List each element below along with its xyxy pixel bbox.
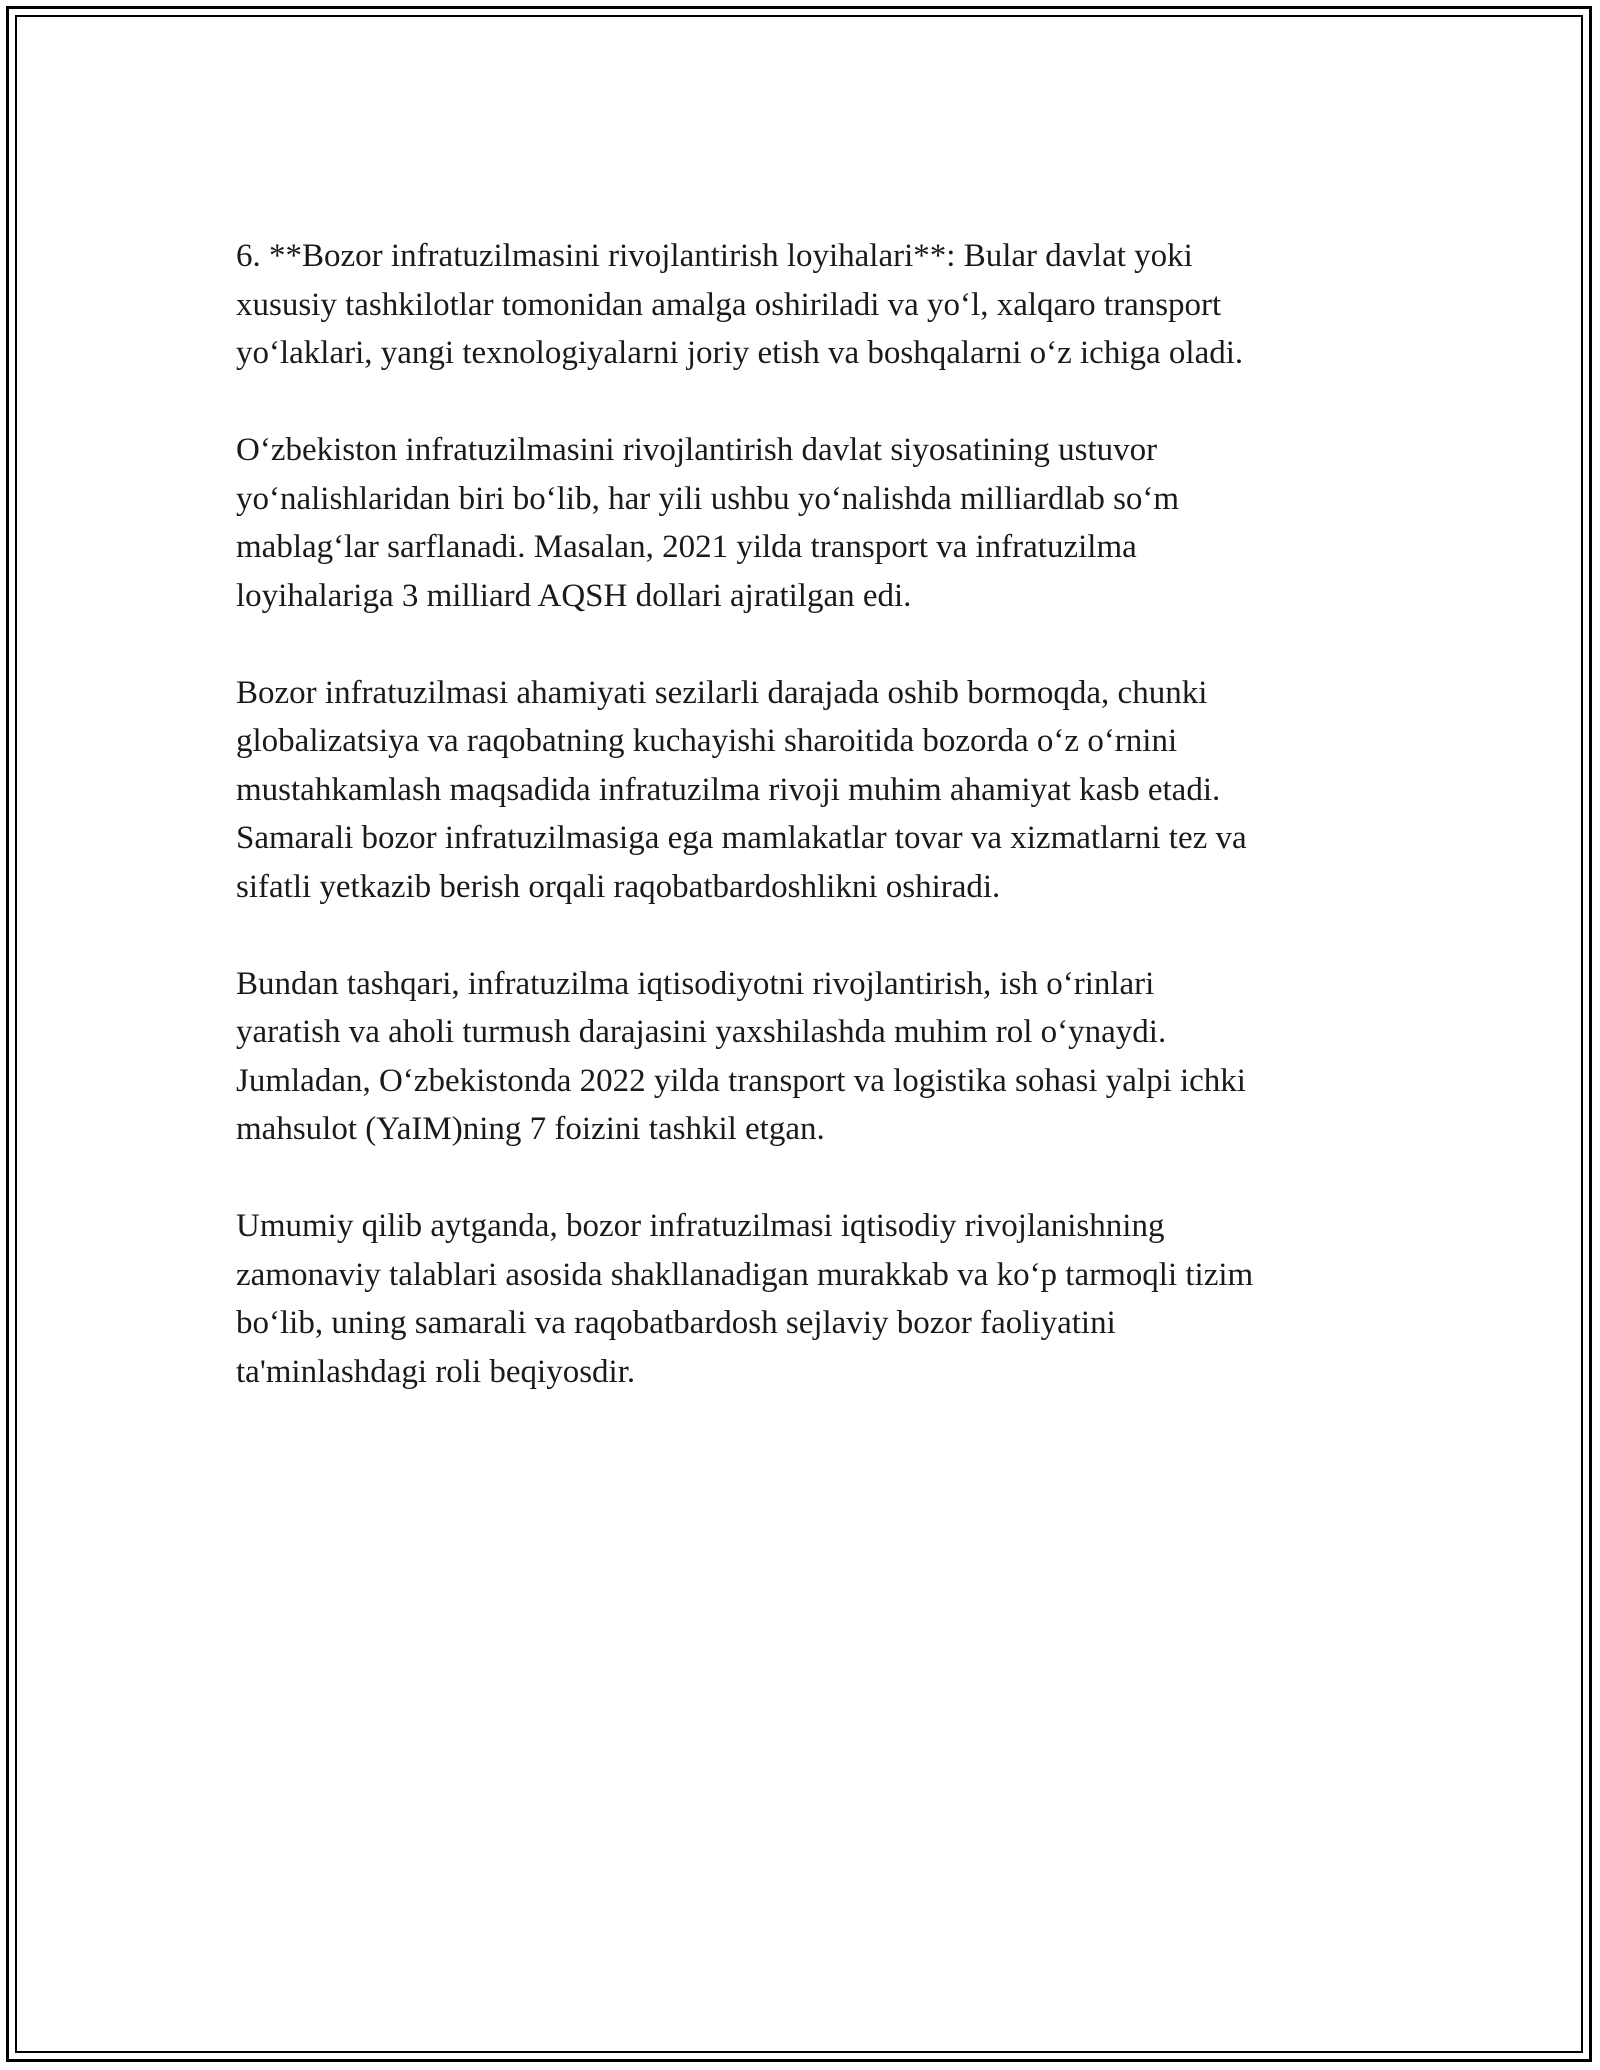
paragraph-conclusion: Umumiy qilib aytganda, bozor infratuzilmasi iqtisodiy rivojlanishning zamonaviy talablari asosida shakllanadigan murakkab va ko‘p tarmoqli tizim bo‘lib, uning samarali va raqobatbardosh sejlaviy bozor faoliyatini ta'minlashdagi roli beqiyosdir. — [236, 1208, 1254, 1390]
paragraph-economic-role: Bundan tashqari, infratuzilma iqtisodiyotni rivojlantirish, ish o‘rinlari yaratish va aholi turmush darajasini yaxshilashda muhim rol o‘ynaydi. Jumladan, O‘zbekistonda 2022 yilda transport va logistika sohasi yalpi ichki mahsulot (YaIM)ning 7 foizini tashkil etgan. — [236, 965, 1246, 1147]
paragraph-uzbekistan-policy: O‘zbekiston infratuzilmasini rivojlantirish davlat siyosatining ustuvor yo‘nalishlaridan biri bo‘lib, har yili ushbu yo‘nalishda milliardlab so‘m mablag‘lar sarflanadi. Masalan, 2021 yilda transport va infratuzilma loyihalariga 3 milliard AQSH dollari ajratilgan edi. — [236, 432, 1180, 614]
document-body — [236, 232, 1376, 1445]
paragraph-infrastructure-projects: 6. **Bozor infratuzilmasini rivojlantirish loyihalari**: Bular davlat yoki xususiy tashkilotlar tomonidan amalga oshiriladi va yo‘l, xalqaro transport yo‘laklari, yangi texnologiyalarni joriy etish va boshqalarni o‘z ichiga oladi. — [236, 238, 1244, 371]
paragraph-importance: Bozor infratuzilmasi ahamiyati sezilarli darajada oshib bormoqda, chunki globalizatsiya va raqobatning kuchayishi sharoitida bozorda o‘z o‘rnini mustahkamlash maqsadida infratuzilma rivoji muhim ahamiyat kasb etadi. Samarali bozor infratuzilmasiga ega mamlakatlar tovar va xizmatlarni tez va sifatli yetkazib berish orqali raqobatbardoshlikni oshiradi. — [236, 674, 1247, 905]
